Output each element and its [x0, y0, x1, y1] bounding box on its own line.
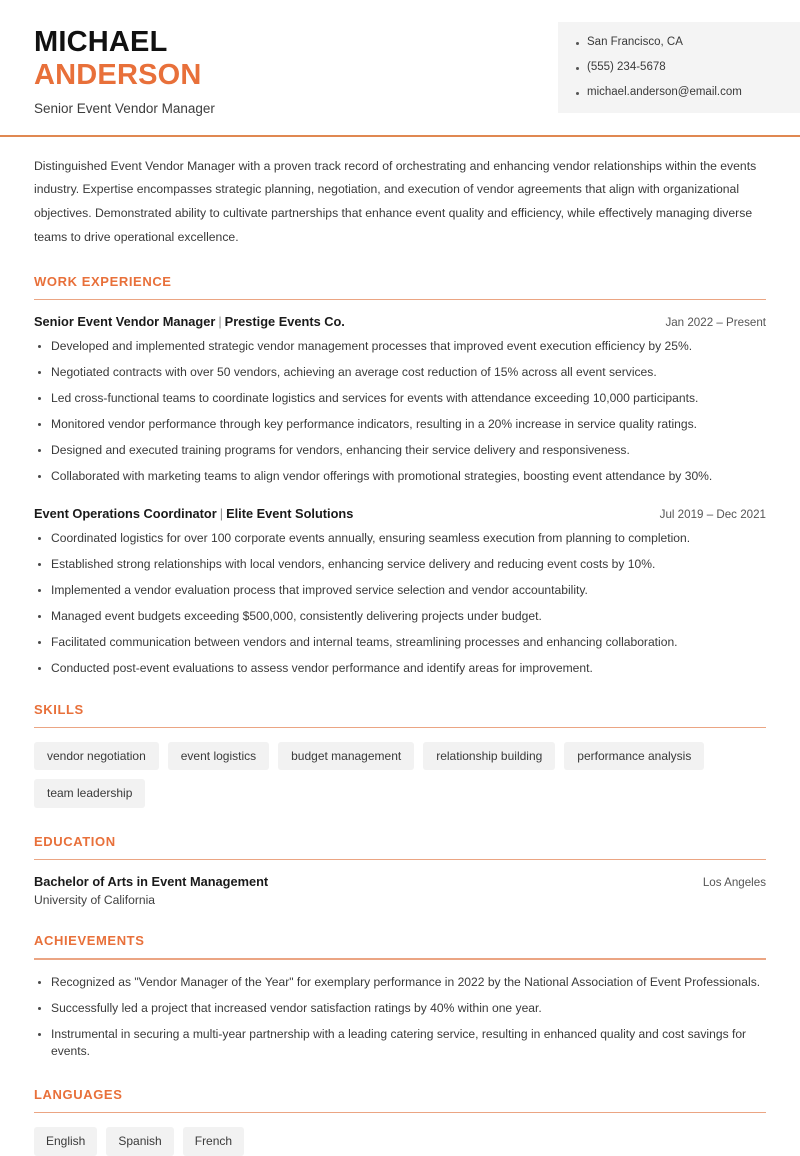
experience-bullet-list	[34, 530, 766, 678]
experience-separator: |	[218, 314, 222, 330]
bullet-dot-icon	[576, 67, 579, 70]
experience-entry	[34, 314, 766, 486]
section-education	[34, 834, 766, 908]
achievement-bullet: Instrumental in securing a multi-year partnership with a leading catering service, resulting in enhanced quality and cost savings for events.	[34, 1026, 766, 1061]
skill-tag: vendor negotiation	[34, 742, 159, 770]
achievements-bullet-list	[34, 974, 766, 1061]
first-name: MICHAEL	[34, 26, 168, 58]
experience-bullet: Established strong relationships with local vendors, enhancing service delivery and reducing event costs by 10%.	[34, 556, 766, 574]
experience-bullet: Facilitated communication between vendors and internal teams, streamlining processes and enhancing collaboration.	[34, 634, 766, 652]
experience-bullet: Collaborated with marketing teams to align vendor offerings with promotional strategies, boosting event attendance by 30%.	[34, 468, 766, 486]
contact-item-phone	[576, 61, 784, 75]
section-title-achievements: ACHIEVEMENTS	[34, 933, 145, 949]
experience-bullet-list	[34, 338, 766, 486]
contact-email-text: michael.anderson@email.com	[587, 85, 742, 98]
experience-entry-header	[34, 314, 766, 329]
section-languages	[34, 1087, 766, 1156]
bullet-dot-icon	[576, 92, 579, 95]
section-divider	[34, 299, 766, 301]
achievement-bullet: Successfully led a project that increased vendor satisfaction ratings by 40% within one year.	[34, 1000, 766, 1018]
experience-separator: |	[219, 505, 224, 521]
experience-entry	[34, 506, 766, 678]
education-school: University of California	[34, 893, 155, 908]
experience-bullet: Coordinated logistics for over 100 corporate events annually, ensuring seamless execution from planning to completion.	[34, 530, 766, 548]
section-work-experience	[34, 274, 766, 678]
education-entry-header	[34, 874, 766, 889]
bullet-dot-icon	[576, 42, 579, 45]
contact-item-location	[576, 36, 784, 50]
section-title-work-experience: WORK EXPERIENCE	[34, 273, 172, 289]
resume-header	[0, 0, 800, 116]
experience-dates: Jan 2022 – Present	[665, 316, 766, 330]
experience-title-line	[34, 314, 345, 329]
job-title: Senior Event Vendor Manager	[34, 100, 215, 116]
skill-tag: relationship building	[423, 742, 555, 770]
identity-block	[0, 22, 215, 116]
experience-bullet: Led cross-functional teams to coordinate logistics and services for events with attendance exceeding 10,000 participants.	[34, 390, 766, 408]
experience-role: Event Operations Coordinator	[34, 505, 217, 521]
education-degree: Bachelor of Arts in Event Management	[34, 874, 269, 890]
languages-tag-list	[34, 1127, 766, 1155]
section-title-languages: LANGUAGES	[34, 1086, 123, 1102]
resume-content	[0, 137, 800, 1156]
skill-tag: performance analysis	[564, 742, 704, 770]
experience-bullet: Monitored vendor performance through key performance indicators, resulting in a 20% increase in service quality ratings.	[34, 416, 766, 434]
experience-company: Prestige Events Co.	[224, 314, 345, 330]
section-skills	[34, 702, 766, 808]
experience-company: Elite Event Solutions	[226, 505, 354, 521]
skill-tag: budget management	[278, 742, 414, 770]
skills-tag-list	[34, 742, 766, 808]
section-divider	[34, 958, 766, 960]
experience-bullet: Conducted post-event evaluations to assess vendor performance and identify areas for improvement.	[34, 660, 766, 678]
section-divider	[34, 859, 766, 861]
last-name: ANDERSON	[34, 58, 202, 91]
language-tag: English	[34, 1127, 97, 1155]
experience-role: Senior Event Vendor Manager	[34, 314, 216, 330]
section-title-education: EDUCATION	[34, 833, 116, 849]
experience-bullet: Managed event budgets exceeding $500,000, consistently delivering projects under budget.	[34, 608, 766, 626]
experience-bullet: Implemented a vendor evaluation process that improved service selection and vendor accountability.	[34, 582, 766, 600]
contact-box	[558, 22, 800, 113]
section-achievements	[34, 933, 766, 1061]
experience-bullet: Designed and executed training programs for vendors, enhancing their service delivery and responsiveness.	[34, 442, 766, 460]
section-title-skills: SKILLS	[34, 701, 84, 717]
achievement-bullet: Recognized as "Vendor Manager of the Year" for exemplary performance in 2022 by the National Association of Event Professionals.	[34, 974, 766, 992]
experience-title-line	[34, 506, 353, 521]
section-divider	[34, 1112, 766, 1114]
education-location: Los Angeles	[702, 876, 766, 890]
language-tag: French	[183, 1127, 244, 1155]
language-tag: Spanish	[106, 1127, 173, 1155]
skill-tag: event logistics	[168, 742, 269, 770]
contact-phone-text: (555) 234-5678	[587, 60, 666, 73]
experience-entry-header	[34, 506, 766, 521]
contact-location-text: San Francisco, CA	[587, 36, 683, 48]
section-divider	[34, 727, 766, 729]
experience-dates: Jul 2019 – Dec 2021	[659, 507, 766, 521]
professional-summary: Distinguished Event Vendor Manager with a proven track record of orchestrating and enhancing vendor relationships within the events industry. Expertise encompasses strategic planning, negotiation, and execution of vendor agreements that align with organizational objectives. Demonstrated ability to cultivate partnerships that enhance event quality and efficiency, while effectively managing diverse teams to drive operational excellence.	[34, 158, 757, 244]
skill-tag: team leadership	[34, 779, 145, 807]
contact-item-email	[576, 86, 784, 100]
experience-bullet: Negotiated contracts with over 50 vendors, achieving an average cost reduction of 15% across all event services.	[34, 364, 766, 382]
experience-bullet: Developed and implemented strategic vendor management processes that improved event execution efficiency by 25%.	[34, 338, 766, 356]
education-entry	[34, 874, 766, 907]
